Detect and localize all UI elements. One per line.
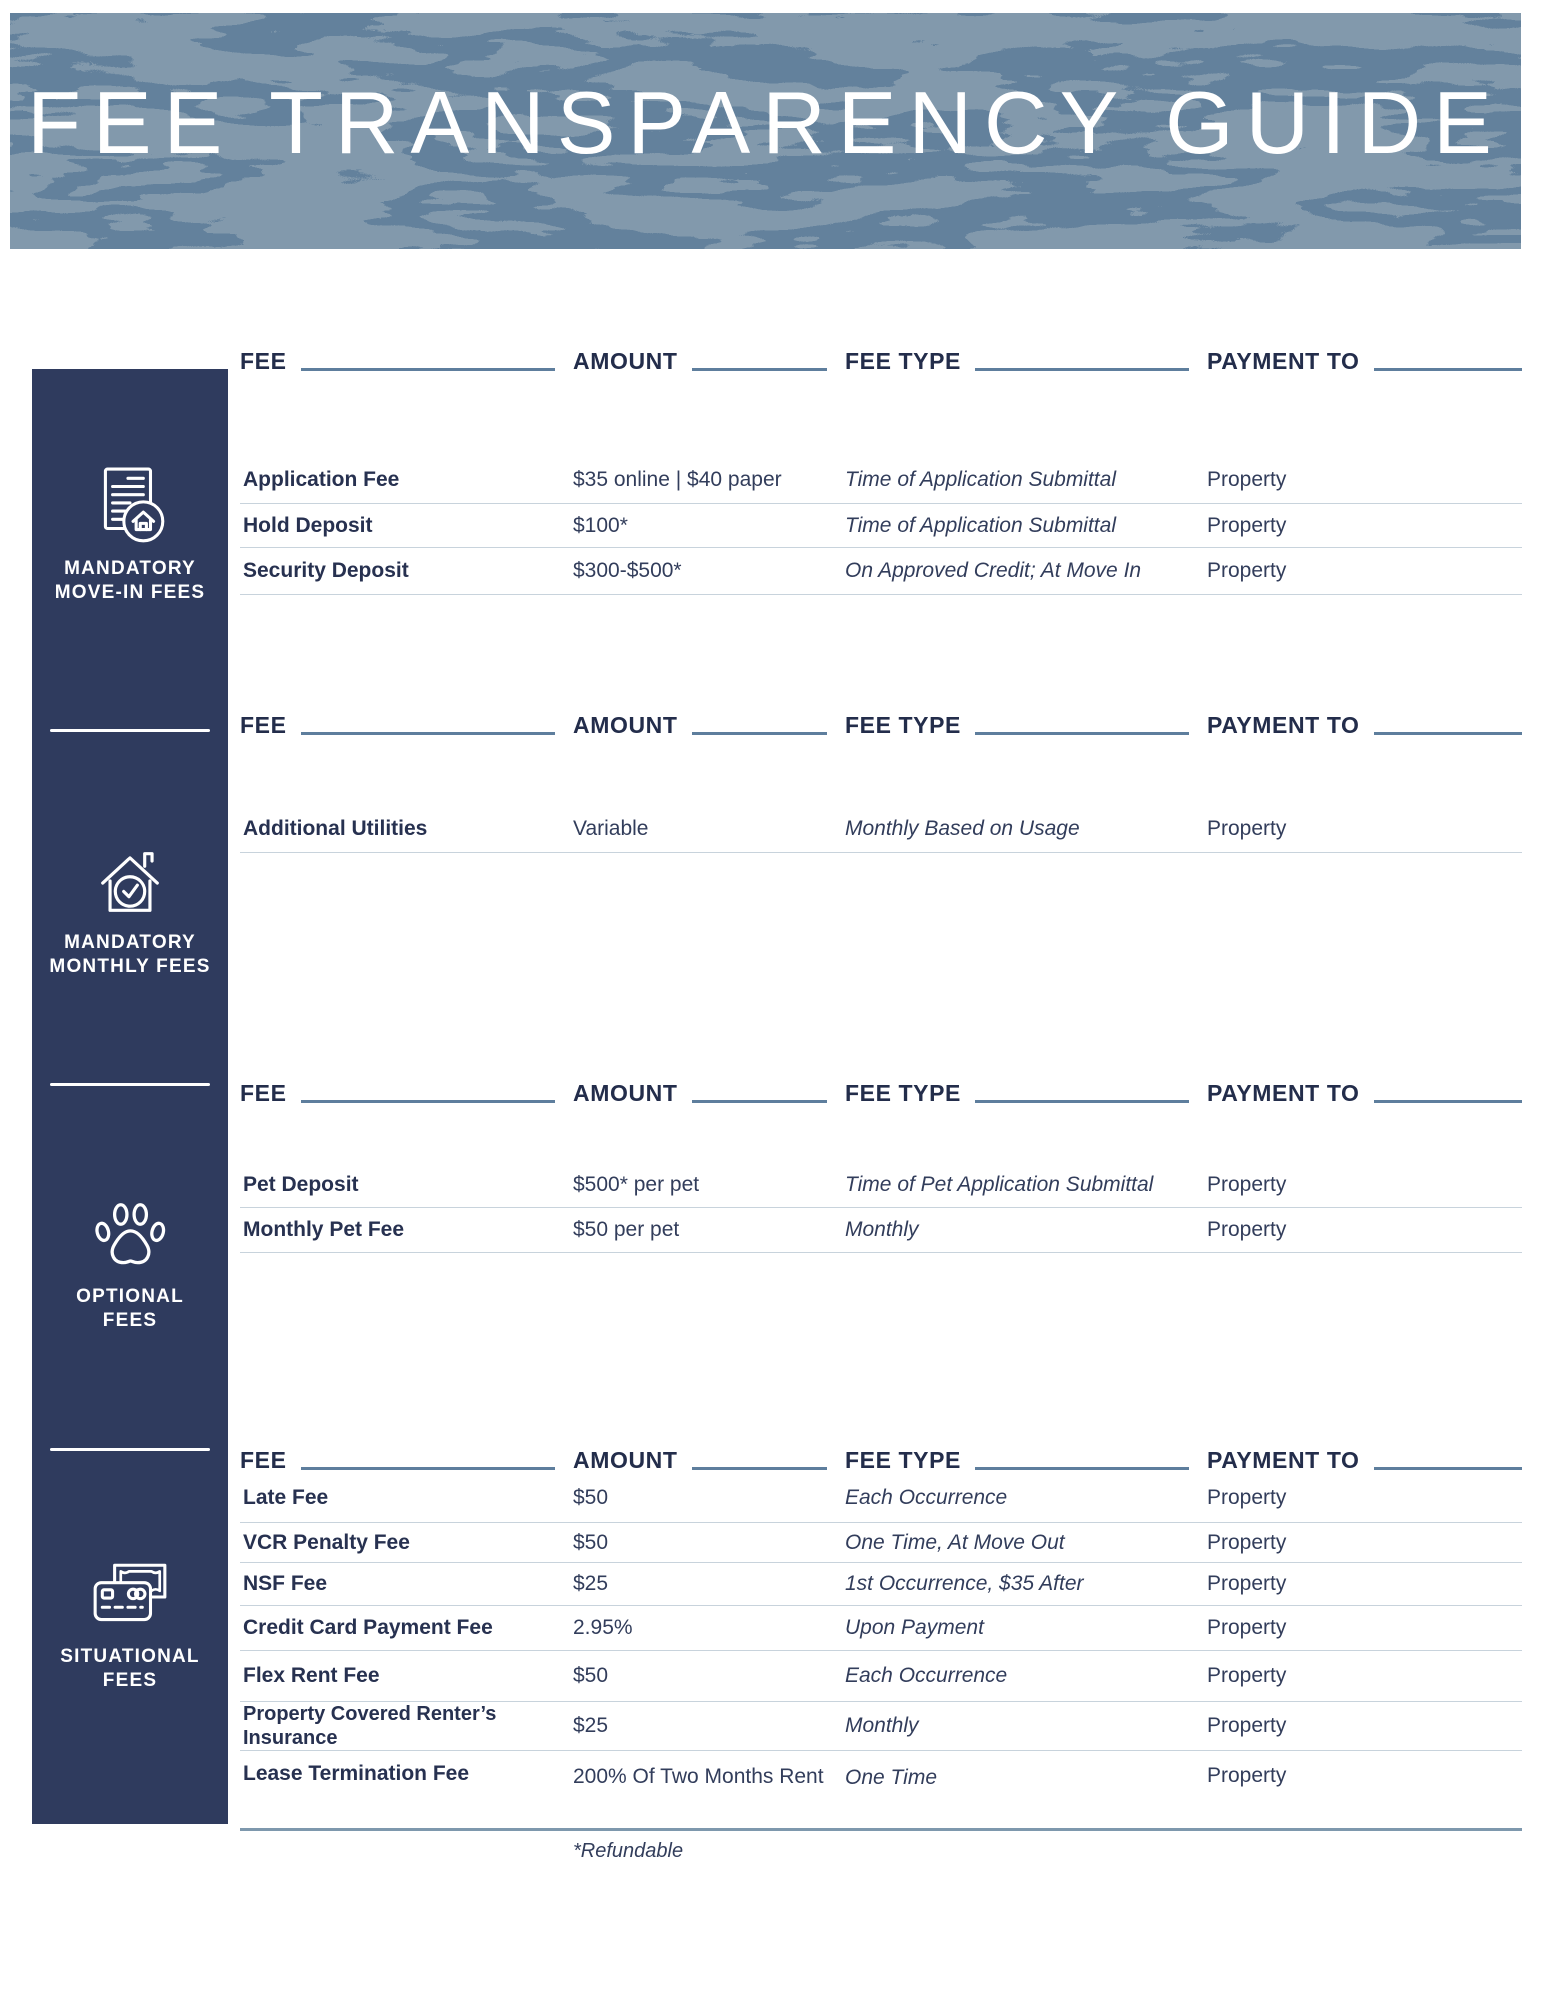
column-header-amount: AMOUNT [573,712,678,738]
sidebar-divider [50,1448,210,1451]
table-row: Security Deposit $300-$500* On Approved Credit; At Move In Property [240,548,1522,595]
column-header-fee-type: FEE TYPE [845,1080,961,1106]
table-row: Monthly Pet Fee $50 per pet Monthly Property [240,1208,1522,1253]
header-underline [975,732,1189,735]
table-optional-fees [240,1078,1522,1253]
header-underline [301,732,555,735]
table-row: Flex Rent Fee $50 Each Occurrence Property [240,1651,1522,1702]
sidebar-section-label: OPTIONAL FEES [76,1286,184,1331]
column-header-fee-type: FEE TYPE [845,712,961,738]
sidebar-section-label: MANDATORY MONTHLY FEES [49,932,211,977]
table-row: NSF Fee $25 1st Occurrence, $35 After Property [240,1563,1522,1606]
payment-cards-icon [89,1557,171,1637]
column-header-fee-type: FEE TYPE [845,348,961,374]
sidebar-section-label: SITUATIONAL FEES [60,1646,200,1691]
column-header-payment-to: PAYMENT TO [1207,712,1360,738]
header-underline [1374,1467,1522,1470]
table-row: Hold Deposit $100* Time of Application Submittal Property [240,504,1522,548]
column-header-amount: AMOUNT [573,348,678,374]
header-underline [692,1467,827,1470]
sidebar-section-mandatory-move-in [32,465,228,605]
table-header-row [240,710,1522,738]
header-underline [975,1100,1189,1103]
sidebar-divider [50,729,210,732]
table-row: Application Fee $35 online | $40 paper Time of Application Submittal Property [240,457,1522,504]
header-banner [10,13,1521,249]
column-header-fee-type: FEE TYPE [845,1447,961,1473]
column-header-amount: AMOUNT [573,1447,678,1473]
table-header-row [240,1445,1522,1473]
header-underline [975,368,1189,371]
header-underline [692,368,827,371]
table-row: Lease Termination Fee 200% Of Two Months Rent One Time Property [240,1751,1522,1831]
house-check-icon [88,841,172,923]
table-row: Pet Deposit $500* per pet Time of Pet Application Submittal Property [240,1162,1522,1208]
column-header-fee: FEE [240,712,287,738]
refundable-footnote: *Refundable [573,1840,684,1862]
column-header-fee: FEE [240,1080,287,1106]
column-header-payment-to: PAYMENT TO [1207,348,1360,374]
table-mandatory-move-in-fees [240,346,1522,595]
header-underline [301,1100,555,1103]
column-header-fee: FEE [240,1447,287,1473]
table-row: Late Fee $50 Each Occurrence Property [240,1473,1522,1523]
header-underline [1374,1100,1522,1103]
table-situational-fees [240,1445,1522,1831]
paw-icon [89,1197,171,1277]
table-row: Property Covered Renter’s Insurance $25 Monthly Property [240,1702,1522,1751]
document-house-icon [89,465,171,549]
column-header-fee: FEE [240,348,287,374]
sidebar-section-label: MANDATORY MOVE-IN FEES [54,558,206,603]
header-underline [692,1100,827,1103]
header-underline [692,732,827,735]
column-header-amount: AMOUNT [573,1080,678,1106]
table-row: VCR Penalty Fee $50 One Time, At Move Out Property [240,1523,1522,1563]
header-underline [301,368,555,371]
table-row: Credit Card Payment Fee 2.95% Upon Payment Property [240,1606,1522,1651]
column-header-payment-to: PAYMENT TO [1207,1447,1360,1473]
header-underline [301,1467,555,1470]
sidebar-section-situational [32,1557,228,1693]
sidebar [32,369,228,1824]
sidebar-section-optional [32,1197,228,1333]
sidebar-section-mandatory-monthly [32,841,228,979]
table-mandatory-monthly-fees [240,710,1522,853]
column-header-payment-to: PAYMENT TO [1207,1080,1360,1106]
table-header-row [240,346,1522,374]
header-underline [1374,368,1522,371]
page-title: FEE TRANSPARENCY GUIDE [27,73,1504,172]
header-underline [1374,732,1522,735]
table-header-row [240,1078,1522,1106]
table-row: Additional Utilities Variable Monthly Based on Usage Property [240,806,1522,853]
sidebar-divider [50,1083,210,1086]
header-underline [975,1467,1189,1470]
